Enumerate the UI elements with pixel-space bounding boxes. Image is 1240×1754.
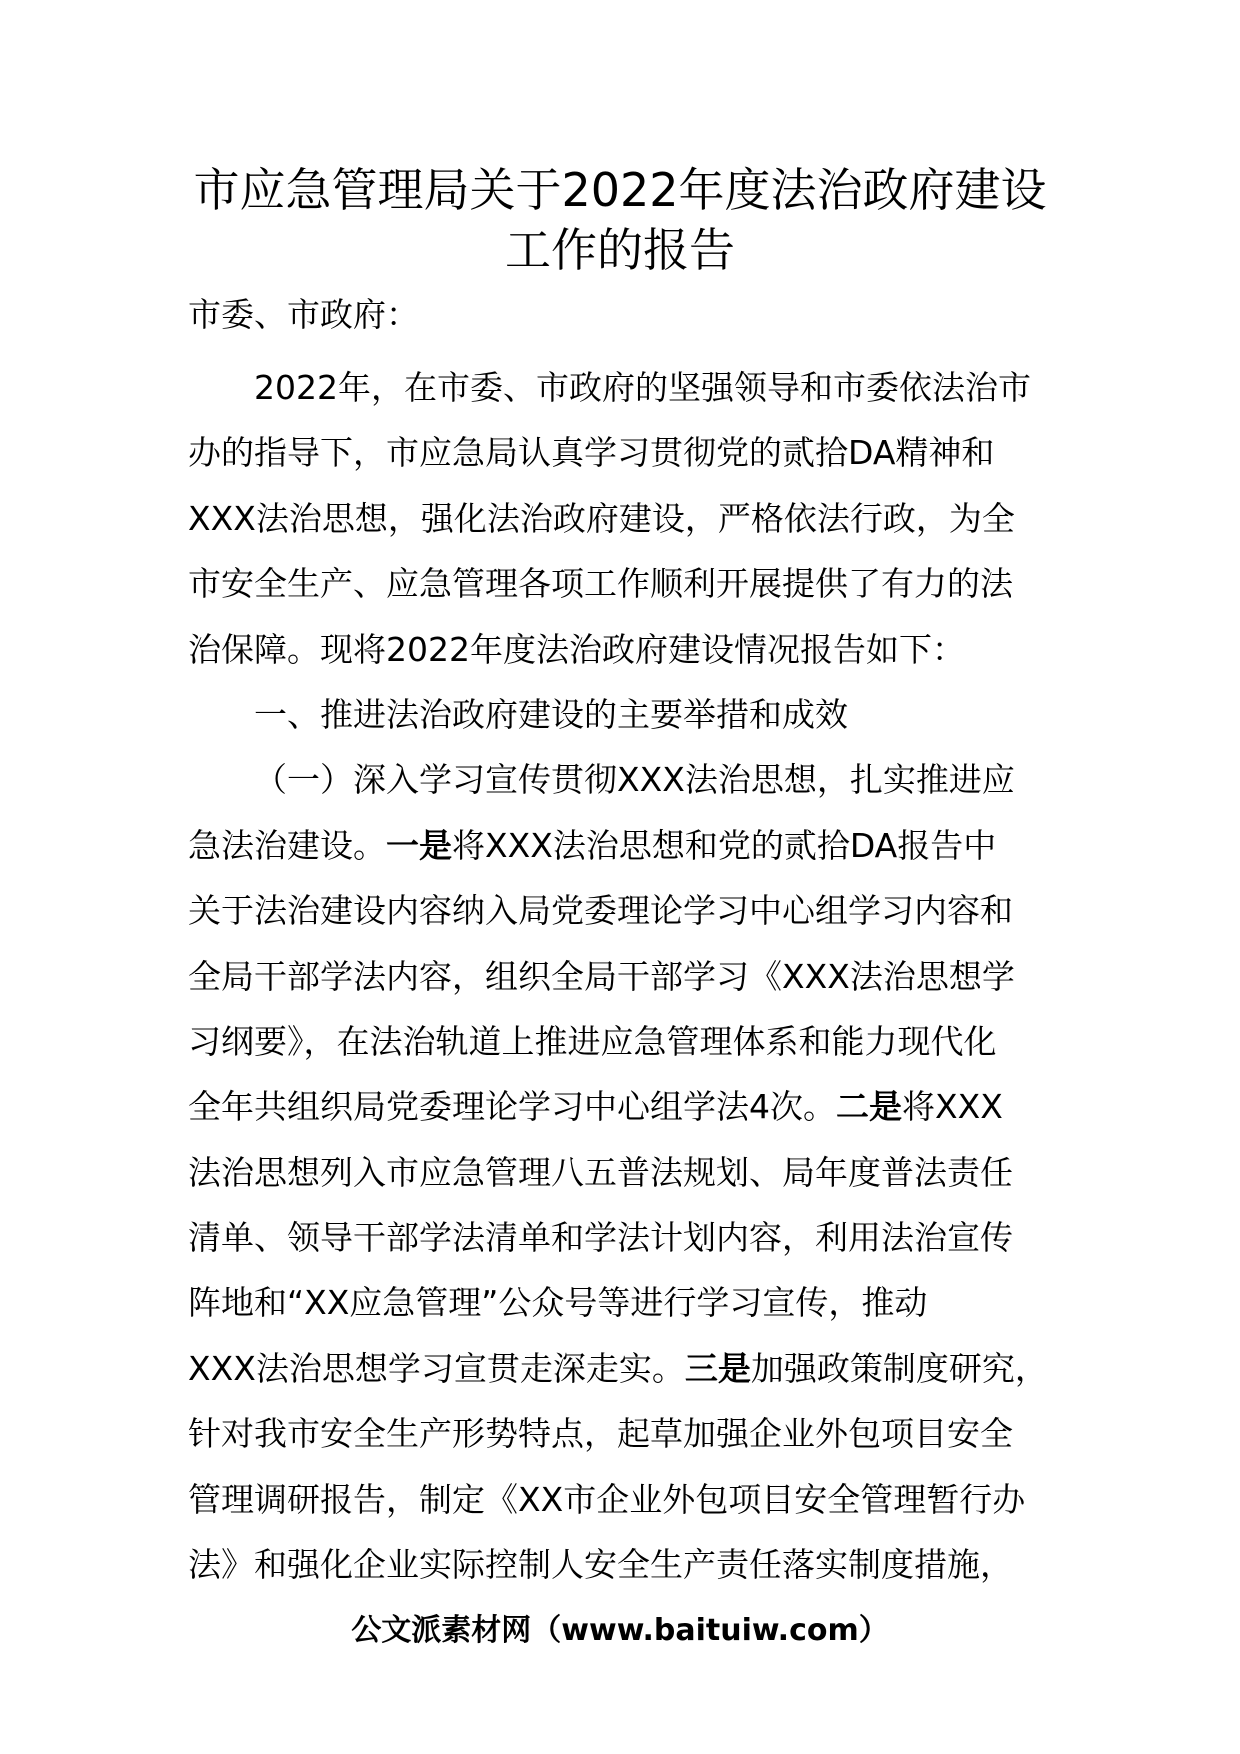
body-line: 全局干部学法内容，组织全局干部学习《XXX法治思想学 bbox=[188, 956, 1015, 996]
body-line: 清单、领导干部学法清单和学法计划内容，利用法治宣传 bbox=[188, 1218, 1013, 1258]
body-line: 关于法治建设内容纳入局党委理论学习中心组学习内容和 bbox=[188, 891, 1013, 931]
emphasis-text: 一是 bbox=[386, 825, 452, 865]
body-line: 习纲要》，在法治轨道上推进应急管理体系和能力现代化 bbox=[188, 1021, 997, 1061]
emphasis-text: 三是 bbox=[684, 1348, 751, 1388]
body-line bbox=[188, 1074, 1068, 1139]
body-line: 阵地和“XX应急管理”公众号等进行学习宣传，推动 bbox=[188, 1283, 928, 1323]
body-line: 针对我市安全生产形势特点，起草加强企业外包项目安全 bbox=[188, 1414, 1013, 1454]
line-text: XXX法治思想学习宣贯走深走实。 bbox=[188, 1348, 685, 1388]
line-text: 将XXX bbox=[902, 1087, 1003, 1127]
body-line: 管理调研报告，制定《XX市企业外包项目安全管理暂行办 bbox=[188, 1479, 1026, 1519]
body-line: XXX法治思想，强化法治政府建设，严格依法行政，为全 bbox=[188, 498, 1015, 538]
line-text: 急法治建设。 bbox=[188, 825, 386, 865]
body-line: 法治思想列入市应急管理八五普法规划、局年度普法责任 bbox=[188, 1152, 1013, 1192]
body-text bbox=[188, 355, 1068, 1597]
body-line: 法》和强化企业实际控制人安全生产责任落实制度措施， bbox=[188, 1545, 1013, 1585]
line-text: 加强政策制度研究， bbox=[750, 1348, 1048, 1388]
line-text: 全年共组织局党委理论学习中心组学法4次。 bbox=[188, 1087, 836, 1127]
body-line: 办的指导下，市应急局认真学习贯彻党的贰拾DA精神和 bbox=[188, 433, 995, 473]
body-line bbox=[188, 1336, 1068, 1401]
body-line: （一）深入学习宣传贯彻XXX法治思想，扎实推进应 bbox=[254, 760, 1015, 800]
document-title bbox=[0, 160, 1240, 280]
emphasis-text: 二是 bbox=[836, 1087, 902, 1127]
title-line-1: 市应急管理局关于2022年度法治政府建设 bbox=[193, 163, 1047, 217]
body-line: 治保障。现将2022年度法治政府建设情况报告如下： bbox=[188, 629, 965, 669]
body-line: 2022年，在市委、市政府的坚强领导和市委依法治市 bbox=[254, 368, 1031, 407]
line-text: 将XXX法治思想和党的贰拾DA报告中 bbox=[452, 825, 997, 865]
title-line-2: 工作的报告 bbox=[505, 223, 735, 277]
body-line: 一、推进法治政府建设的主要举措和成效 bbox=[254, 694, 848, 734]
footer-watermark: 公文派素材网（www.baituiw.com） bbox=[351, 1613, 889, 1648]
body-line bbox=[188, 813, 1068, 878]
addressee: 市委、市政府： bbox=[188, 295, 419, 334]
body-line: 市安全生产、应急管理各项工作顺利开展提供了有力的法 bbox=[188, 564, 1013, 604]
